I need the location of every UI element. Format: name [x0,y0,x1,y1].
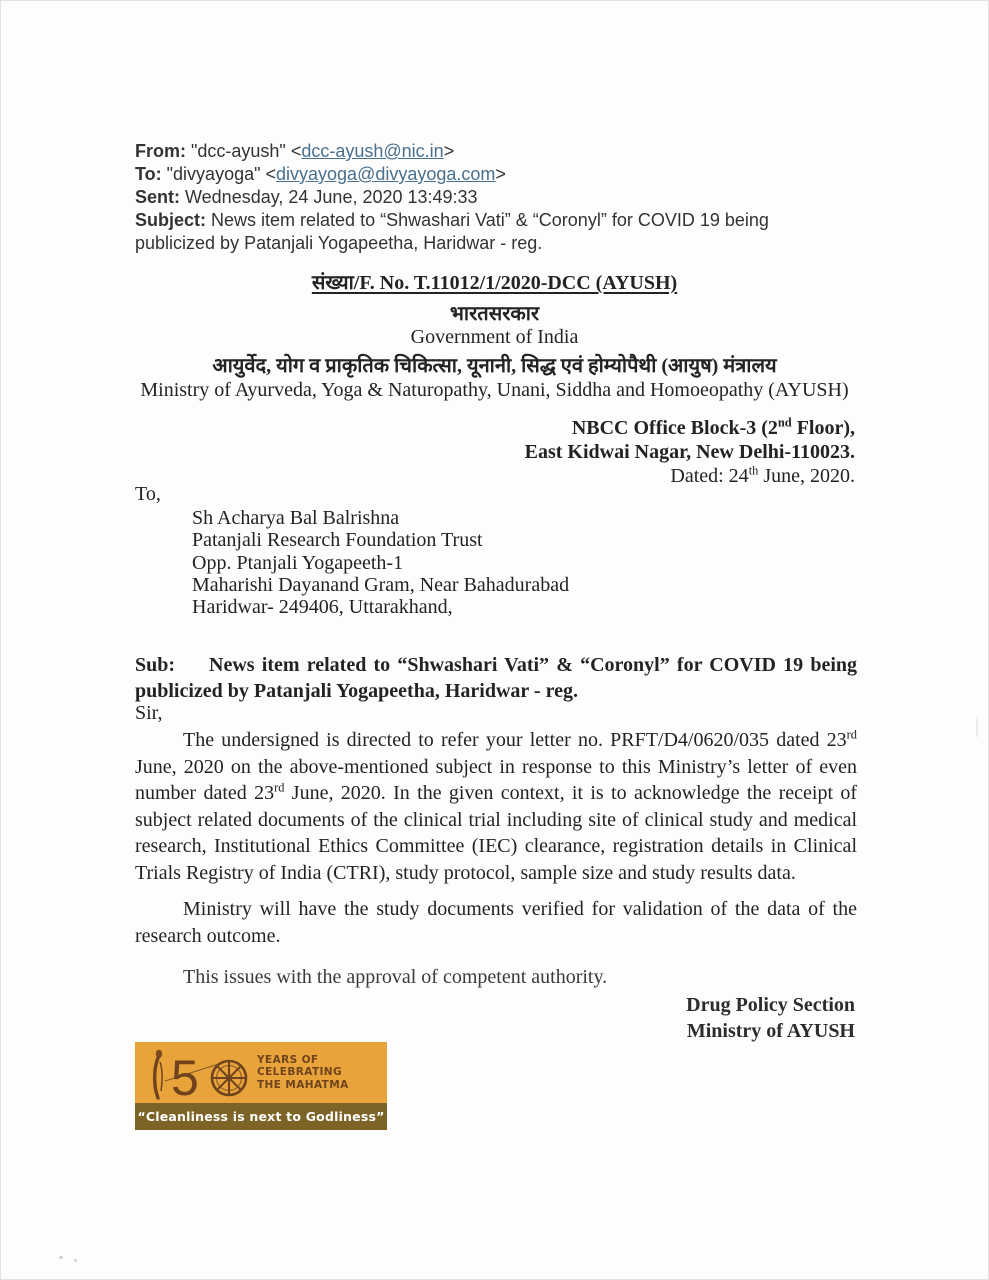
ministry-hindi: आयुर्वेद, योग व प्राकृतिक चिकित्सा, यूनानी, सिद्ध एवं होम्योपैथी (आयुष) मंत्रालय [212,355,777,377]
scan-speck [74,1259,77,1262]
ministry-english: Ministry of Ayurveda, Yoga & Naturopathy, Unani, Siddha and Homoeopathy (AYUSH) [140,379,849,401]
from-label: From: [135,141,186,161]
para1-sup2: rd [274,780,285,795]
sent-value: Wednesday, 24 June, 2020 13:49:33 [180,187,478,207]
email-from-line [135,140,843,163]
address-line: Sh Acharya Bal Balrishna [192,507,400,529]
recipient-salutation: To, [135,483,161,505]
subject-block-line2: publicized by Patanjali Yogapeetha, Haridwar - reg. [135,680,578,702]
email-subject-line2: publicized by Patanjali Yogapeetha, Haridwar - reg. [135,233,543,253]
recipient-address [192,507,569,618]
body-paragraph-2: Ministry will have the study documents verified for validation of the data of the research outcome. [135,898,857,947]
scan-speck [59,1256,63,1259]
subject-label: Subject: [135,210,207,230]
government-english: Government of India [410,326,579,348]
body-paragraph-3: This issues with the approval of competent authority. [183,966,608,988]
office-line1-post: Floor), [791,417,855,439]
office-address-line2: East Kidwai Nagar, New Delhi-110023. [524,441,855,463]
anniversary-logo [135,1042,387,1130]
greeting: Sir, [135,702,163,724]
government-hindi: भारतसरकार [449,303,540,325]
email-sent-line [135,186,843,209]
logo-tagline: “Cleanliness is next to Godliness” [135,1103,387,1130]
to-email-link[interactable]: divyayoga@divyayoga.com [276,164,496,184]
address-line: Patanjali Research Foundation Trust [192,529,483,552]
charkha-wheel-icon [212,1061,246,1095]
office-address-line1 [525,416,855,440]
file-number-text: संख्या/F. No. T.11012/1/2020-DCC (AYUSH) [311,272,678,294]
logo-years-text [257,1054,349,1092]
signature-line1: Drug Policy Section [686,994,855,1016]
dated-pre: Dated: 24 [670,465,749,487]
subject-block [135,652,857,704]
body-paragraph-1 [135,727,857,887]
logo-years-line: CELEBRATING [257,1066,343,1079]
email-header [135,140,843,255]
svg-text:5: 5 [171,1049,199,1101]
logo-years-line: YEARS OF [257,1053,319,1066]
office-line1-sup: nd [777,415,792,430]
email-to-line [135,163,843,186]
subject-block-line1 [135,652,857,678]
para1-sup1: rd [846,727,857,742]
from-bracket: > [443,141,455,161]
to-bracket: > [495,164,506,184]
sub-text-line1: News item related to “Shwashari Vati” & “Coronyl” for COVID 19 being [209,654,857,676]
gandhi-150-emblem-icon [145,1045,249,1101]
sent-label: Sent: [135,187,180,207]
subject-text-line1: News item related to “Shwashari Vati” & “Coronyl” for COVID 19 being [206,210,769,230]
address-line: Haridwar- 249406, Uttarakhand, [192,596,453,619]
signature-section [686,992,855,1044]
office-address [525,416,855,488]
logo-banner [135,1042,387,1103]
para1-part3: June, 2020. In the given context, it is to acknowledge the receipt of subject related documents of the clinical trial including site of clinical study and medical research, Institutional Ethics Committee (IEC) clearance, registration details in Clinical Trials Registry of India (CTRI), study protocol, sample size and study results data. [135,782,858,884]
scan-speck [976,716,978,738]
file-number [0,268,989,295]
address-line: Opp. Ptanjali Yogapeeth-1 [192,551,404,574]
office-line1-pre: NBCC Office Block-3 (2 [571,417,778,439]
to-display-name: "divyayoga" < [161,164,277,184]
from-display-name: "dcc-ayush" < [186,141,302,161]
dated-post: June, 2020. [758,465,855,487]
para1-part1: The undersigned is directed to refer your letter no. PRFT/D4/0620/035 dated 23 [183,729,847,751]
sub-label: Sub: [135,654,176,676]
email-subject-line [135,209,843,232]
logo-years-line: THE MAHATMA [257,1078,349,1091]
para1-part2: June, 2020 on the above-mentioned subject in response to this Ministry’s letter of even number dated 23 [135,755,857,805]
dated-sup: th [748,463,759,478]
from-email-link[interactable]: dcc-ayush@nic.in [301,141,444,161]
dated-line [525,464,855,488]
to-label: To: [135,164,162,184]
address-line: Maharishi Dayanand Gram, Near Bahadurabad [192,573,570,596]
signature-line2: Ministry of AYUSH [686,1020,855,1042]
